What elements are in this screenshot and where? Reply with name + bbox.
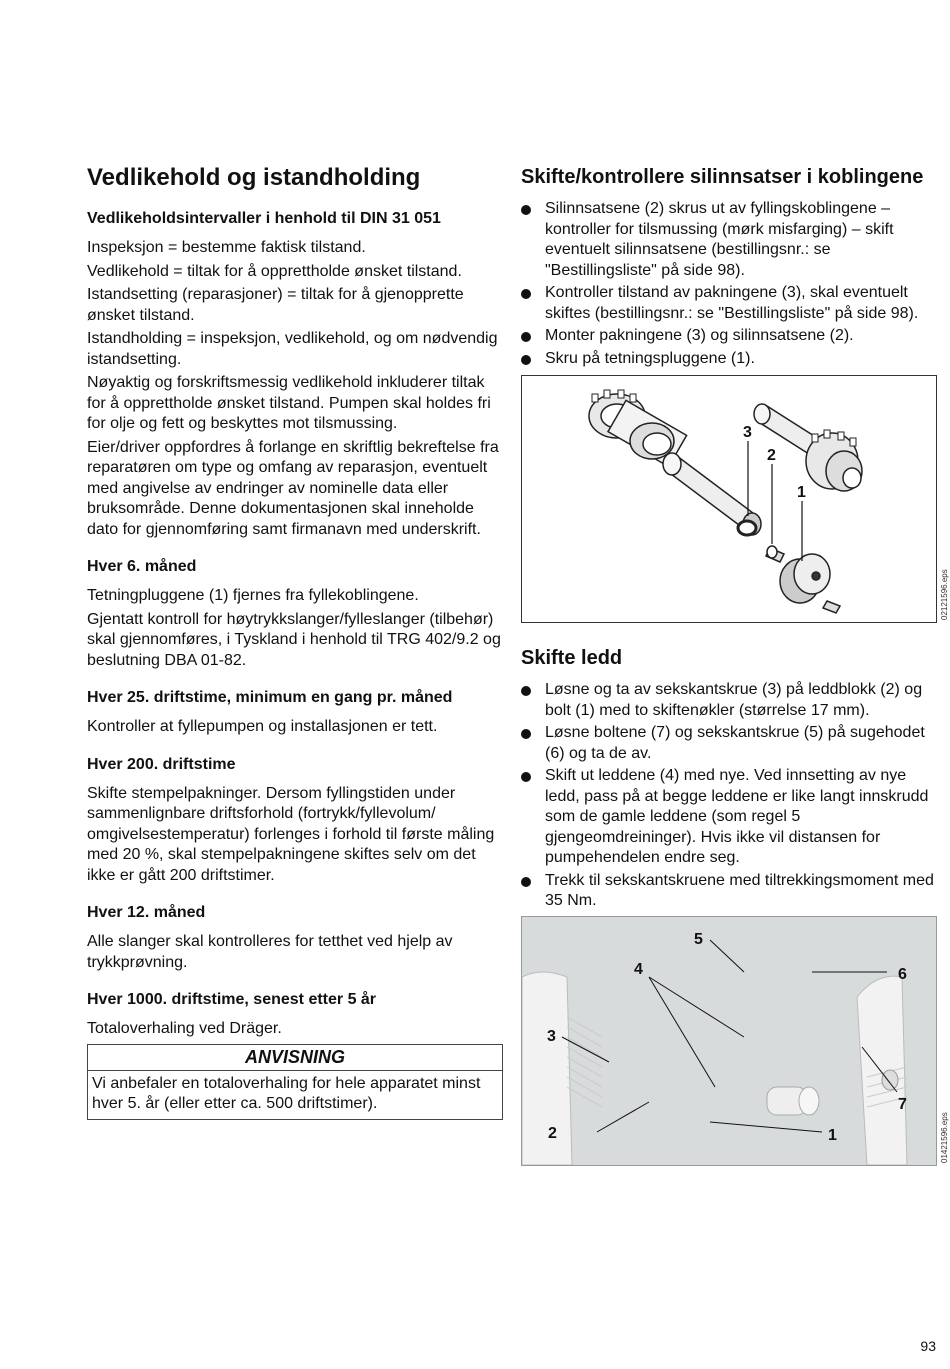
list-item: Løsne og ta av sekskantskrue (3) på leddblokk (2) og bolt (1) med to skiftenøkler (størrelse 17 mm). xyxy=(521,680,937,721)
bullet-icon xyxy=(521,332,531,342)
left-column xyxy=(87,164,502,1120)
intervals-heading: Vedlikeholdsintervaller i henhold til DIN 31 051 xyxy=(87,210,441,227)
joint-photo xyxy=(521,916,949,1166)
page-title: Vedlikehold og istandholding xyxy=(87,164,421,191)
coupling-diagram xyxy=(521,375,949,623)
joint-illustration xyxy=(522,917,936,1165)
warning-text: Vi anbefaler en totaloverhaling for hele apparatet minst hver 5. år (eller etter ca. 500 driftstimer). xyxy=(92,1074,481,1112)
intro-paragraph: Istandholding = inspeksjon, vedlikehold, og om nødvendig istandsetting. xyxy=(87,330,498,368)
figure-label: 5 xyxy=(694,930,703,948)
section-title-joints: Skifte ledd xyxy=(521,647,623,669)
warning-box xyxy=(87,1044,503,1120)
bullet-icon xyxy=(521,355,531,365)
list-item: Monter pakningene (3) og silinnsatsene (2). xyxy=(521,326,937,347)
right-column xyxy=(521,166,949,1166)
section-title-filters: Skifte/kontrollere silinnsatser i koblingene xyxy=(521,166,924,188)
section-12-months xyxy=(87,904,502,973)
section-200-hours xyxy=(87,756,502,887)
figure-label: 3 xyxy=(547,1027,556,1045)
section-paragraph: Gjentatt kontroll for høytrykkslanger/fylleslanger (tilbehør) skal gjennomføres, i Tyskland i henhold til TRG 402/9.2 og beslutning DBA 01-82. xyxy=(87,610,501,669)
list-item: Silinnsatsene (2) skrus ut av fyllingskoblingene – kontroller for tilsmussing (mørk misfarging) – skift eventuelt silinnsatsene (bestillingsnr.: se "Bestillingsliste" på side 98). xyxy=(521,199,937,281)
warning-title: ANVISNING xyxy=(88,1045,502,1071)
section-6-months xyxy=(87,558,502,671)
coupling-illustration xyxy=(522,376,936,622)
bullet-icon xyxy=(521,877,531,887)
intro-paragraph: Istandsetting (reparasjoner) = tiltak for å gjenopprette ønsket tilstand. xyxy=(87,286,464,324)
list-item: Skru på tetningspluggene (1). xyxy=(521,349,937,370)
figure-label: 2 xyxy=(548,1124,557,1142)
figure-label: 7 xyxy=(898,1095,907,1113)
bullet-icon xyxy=(521,289,531,299)
figure-label: 2 xyxy=(767,447,776,464)
section-heading: Hver 6. måned xyxy=(87,558,197,575)
section-paragraph: Totaloverhaling ved Dräger. xyxy=(87,1020,282,1037)
section-heading: Hver 1000. driftstime, senest etter 5 år xyxy=(87,991,377,1008)
section-paragraph: Skifte stempelpakninger. Dersom fyllingstiden under sammenlignbare driftsforhold (fortrykk/fyllevolum/ omgivelsestemperatur) forlenges i forhold til første måling med 20 %, skal stempelpakningene skiftes selv om det ikke er gått 200 driftstimer. xyxy=(87,784,495,884)
section-25-hours xyxy=(87,689,502,738)
intro-paragraph: Eier/driver oppfordres å forlange en skriftlig bekreftelse fra reparatøren om type og omfang av reparasjon, eventuelt med angivelse av endringer av nominelle data eller bruksområde. Denne dokumentasjonen skal inneholde dato for gjennomføring samt firmanavn med underskrift. xyxy=(87,438,499,538)
figure-label: 4 xyxy=(634,960,643,978)
section-heading: Hver 12. måned xyxy=(87,904,206,921)
section-heading: Hver 200. driftstime xyxy=(87,755,236,773)
bullet-icon xyxy=(521,205,531,215)
section-1000-hours xyxy=(87,991,502,1040)
bullet-icon xyxy=(521,729,531,739)
figure-label: 6 xyxy=(898,965,907,983)
intro-paragraph: Vedlikehold = tiltak for å opprettholde ønsket tilstand. xyxy=(87,262,462,280)
filter-steps-list xyxy=(521,199,937,369)
intro-paragraph: Inspeksjon = bestemme faktisk tilstand. xyxy=(87,239,366,256)
figure-label: 1 xyxy=(797,484,806,501)
list-item: Kontroller tilstand av pakningene (3), skal eventuelt skiftes (bestillingsnr.: se "Bestillingsliste" på side 98). xyxy=(521,283,937,324)
joint-steps-list xyxy=(521,680,937,912)
intro-paragraph: Nøyaktig og forskriftsmessig vedlikehold inkluderer tiltak for å opprettholde ønsket tilstand. Pumpen skal holdes fri for olje og fett og beskyttes mot tilsmussing. xyxy=(87,374,491,432)
section-heading: Hver 25. driftstime, minimum en gang pr. måned xyxy=(87,689,453,706)
section-paragraph: Tetningpluggene (1) fjernes fra fyllekoblingene. xyxy=(87,587,419,604)
page-number: 93 xyxy=(920,1338,936,1354)
list-item: Skift ut leddene (4) med nye. Ved innsetting av nye ledd, pass på at begge leddene er like langt innskrudd som de gamle leddene (som regel 5 gjengeomdreininger). Hvis ikke vil distansen for pumpehendelen endre seg. xyxy=(521,766,937,869)
intro-text xyxy=(87,238,502,540)
section-paragraph: Kontroller at fyllepumpen og installasjonen er tett. xyxy=(87,718,438,735)
list-item: Løsne boltene (7) og sekskantskrue (5) på sugehodet (6) og ta de av. xyxy=(521,723,937,764)
figure-code: 01421596.eps xyxy=(940,1111,949,1163)
bullet-icon xyxy=(521,686,531,696)
figure-code: 02121596.eps xyxy=(940,569,949,620)
list-item: Trekk til sekskantskruene med tiltrekkingsmoment med 35 Nm. xyxy=(521,871,937,912)
figure-label: 3 xyxy=(743,424,752,441)
figure-label: 1 xyxy=(828,1126,837,1144)
bullet-icon xyxy=(521,772,531,782)
section-paragraph: Alle slanger skal kontrolleres for tetthet ved hjelp av trykkprøvning. xyxy=(87,933,453,971)
